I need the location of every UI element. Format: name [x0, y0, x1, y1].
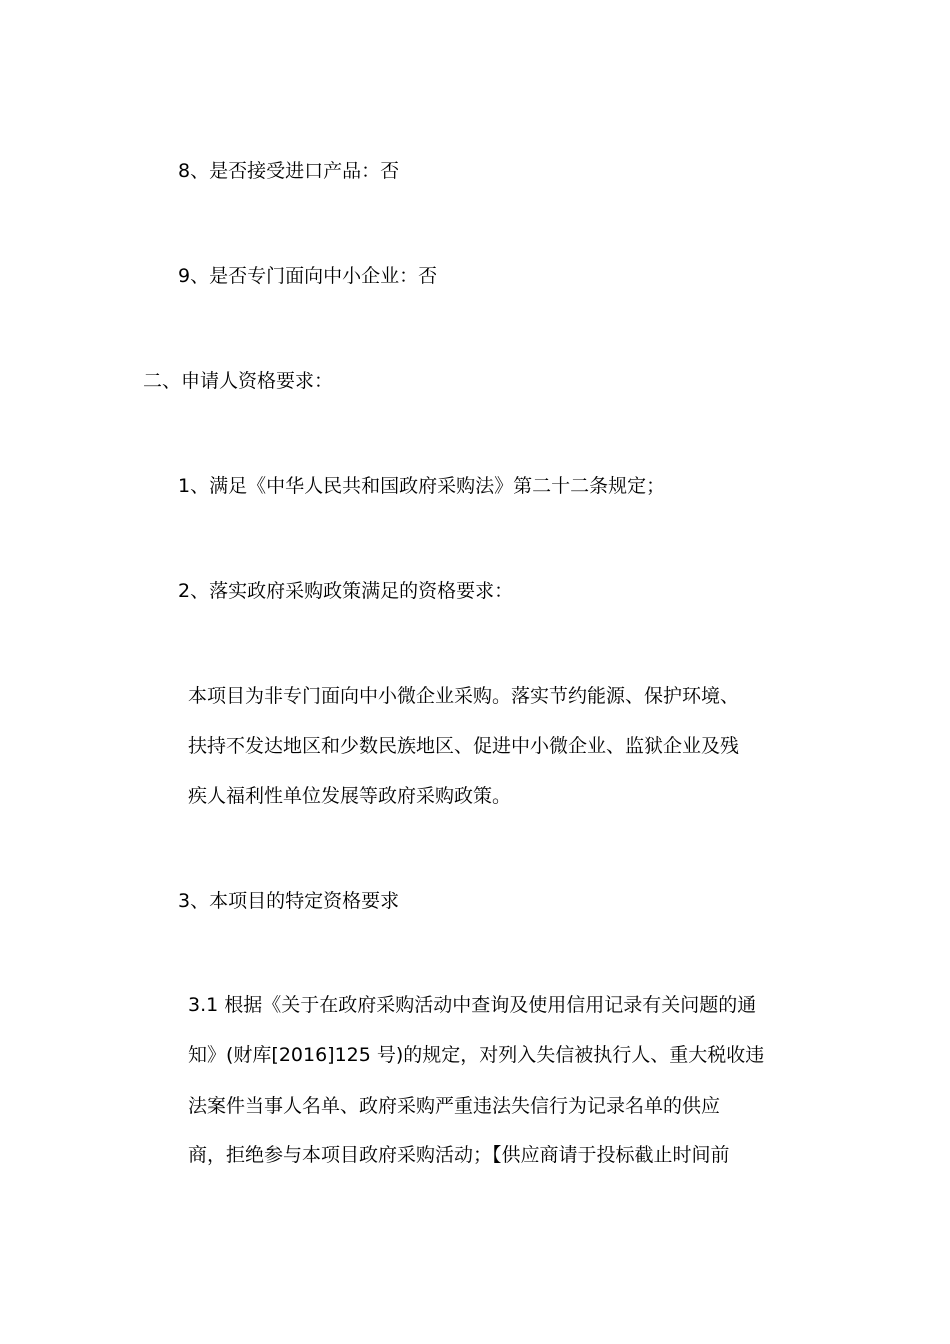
- section-heading-applicant-qualifications: 二、申请人资格要求：: [143, 370, 334, 392]
- clause-line: 知》(财库[2016]125 号)的规定，对列入失信被执行人、重大税收违: [188, 1044, 765, 1066]
- requirement-3: 3、本项目的特定资格要求: [178, 890, 400, 912]
- policy-line: 扶持不发达地区和少数民族地区、促进中小微企业、监狱企业及残: [188, 735, 740, 757]
- clause-line: 3.1 根据《关于在政府采购活动中查询及使用信用记录有关问题的通: [188, 994, 757, 1016]
- policy-line: 疾人福利性单位发展等政府采购政策。: [188, 785, 512, 807]
- policy-line: 本项目为非专门面向中小微企业采购。落实节约能源、保护环境、: [188, 685, 740, 707]
- item-9-sme-only: 9、是否专门面向中小企业：否: [178, 265, 438, 287]
- item-8-import-products: 8、是否接受进口产品：否: [178, 160, 400, 182]
- requirement-2: 2、落实政府采购政策满足的资格要求：: [178, 580, 514, 602]
- requirement-1: 1、满足《中华人民共和国政府采购法》第二十二条规定；: [178, 475, 666, 497]
- clause-line: 商，拒绝参与本项目政府采购活动；【供应商请于投标截止时间前: [188, 1144, 730, 1166]
- clause-line: 法案件当事人名单、政府采购严重违法失信行为记录名单的供应: [188, 1095, 721, 1117]
